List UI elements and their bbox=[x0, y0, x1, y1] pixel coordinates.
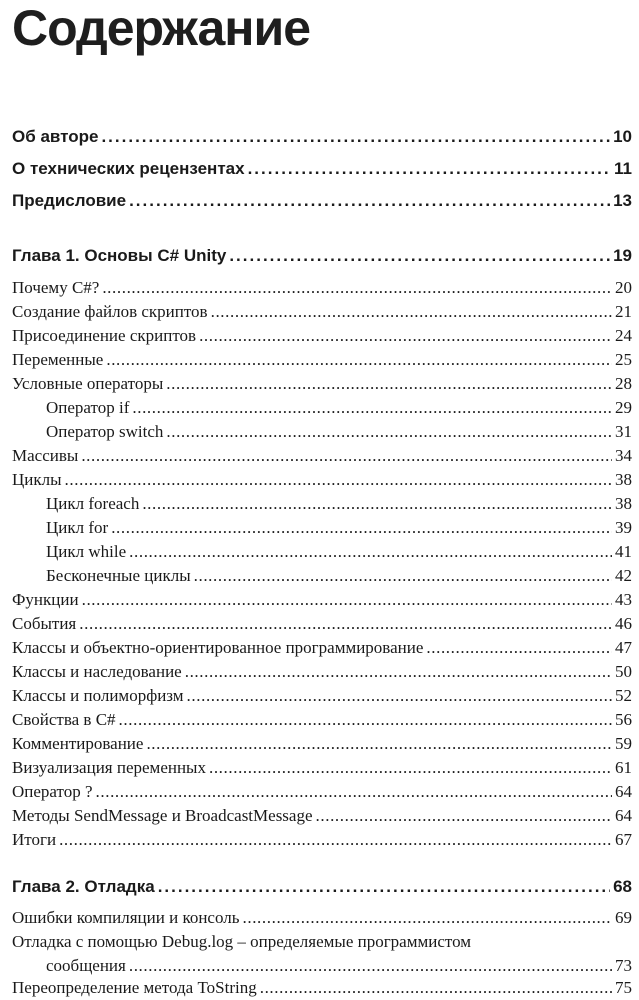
toc-entry[interactable] bbox=[12, 660, 632, 684]
toc-entry-page: 42 bbox=[615, 566, 632, 585]
toc-entry[interactable] bbox=[12, 684, 632, 708]
toc-entry-label-cont: сообщения bbox=[46, 956, 126, 975]
toc-entry[interactable] bbox=[12, 636, 632, 660]
dot-leader bbox=[102, 276, 612, 300]
toc-entry-page: 73 bbox=[615, 956, 632, 975]
toc-entry-label: Комментирование bbox=[12, 734, 144, 753]
toc-entry-label: Создание файлов скриптов bbox=[12, 302, 208, 321]
dot-leader bbox=[426, 636, 612, 660]
dot-leader bbox=[81, 444, 612, 468]
toc-entry[interactable] bbox=[12, 444, 632, 468]
toc-entry-page: 56 bbox=[615, 710, 632, 729]
toc-chapter-2[interactable] bbox=[12, 875, 632, 899]
toc-entry[interactable] bbox=[12, 372, 632, 396]
toc-entry-continuation[interactable] bbox=[12, 954, 632, 978]
dot-leader bbox=[211, 300, 612, 324]
toc-entry-page: 25 bbox=[615, 350, 632, 369]
toc-entry[interactable] bbox=[12, 732, 632, 756]
toc-chapter-page: 68 bbox=[613, 877, 632, 896]
toc-entry-page: 61 bbox=[615, 758, 632, 777]
toc-entry-label: Условные операторы bbox=[12, 374, 164, 393]
toc-entry[interactable] bbox=[12, 976, 632, 1000]
toc-entry-page: 43 bbox=[615, 590, 632, 609]
toc-entry-label: Методы SendMessage и BroadcastMessage bbox=[12, 806, 313, 825]
dot-leader bbox=[129, 954, 612, 978]
dot-leader bbox=[65, 468, 612, 492]
dot-leader bbox=[111, 516, 612, 540]
toc-entry-page: 21 bbox=[615, 302, 632, 321]
toc-entry-page: 67 bbox=[615, 830, 632, 849]
toc-entry-preface[interactable] bbox=[12, 189, 632, 213]
toc-entry[interactable] bbox=[12, 468, 632, 492]
toc-entry-label: Отладка с помощью Debug.log – определяемые программистом bbox=[12, 932, 472, 951]
toc-entry-label: Массивы bbox=[12, 446, 79, 465]
dot-leader bbox=[199, 324, 612, 348]
dot-leader bbox=[129, 189, 610, 213]
toc-entry[interactable] bbox=[12, 348, 632, 372]
toc-subentry[interactable] bbox=[12, 564, 632, 588]
toc-subentry[interactable] bbox=[12, 540, 632, 564]
toc-entry-label: События bbox=[12, 614, 77, 633]
toc-entry-page: 69 bbox=[615, 908, 632, 927]
toc-entry-page: 46 bbox=[615, 614, 632, 633]
dot-leader bbox=[59, 828, 612, 852]
toc-entry-page: 38 bbox=[615, 494, 632, 513]
toc-entry-page: 39 bbox=[615, 518, 632, 537]
toc-entry-label: Классы и наследование bbox=[12, 662, 182, 681]
toc-entry-label: Итоги bbox=[12, 830, 57, 849]
toc-entry-label: Почему C#? bbox=[12, 278, 100, 297]
toc-entry-page: 20 bbox=[615, 278, 632, 297]
toc-entry-page: 64 bbox=[615, 806, 632, 825]
toc-chapter-label: Глава 1. Основы C# Unity bbox=[12, 246, 227, 265]
dot-leader bbox=[119, 708, 612, 732]
dot-leader bbox=[166, 420, 612, 444]
dot-leader bbox=[229, 244, 610, 268]
toc-subentry[interactable] bbox=[12, 396, 632, 420]
toc-entry-label: Цикл foreach bbox=[46, 494, 140, 513]
toc-entry-page: 13 bbox=[613, 191, 632, 210]
toc-entry[interactable] bbox=[12, 324, 632, 348]
toc-entry-page: 59 bbox=[615, 734, 632, 753]
toc-entry-label: Оператор if bbox=[46, 398, 130, 417]
toc-entry[interactable] bbox=[12, 780, 632, 804]
dot-leader bbox=[106, 348, 612, 372]
toc-entry-label: Классы и объектно-ориентированное программирование bbox=[12, 638, 424, 657]
dot-leader bbox=[79, 612, 612, 636]
toc-entry[interactable] bbox=[12, 588, 632, 612]
dot-leader bbox=[243, 906, 613, 930]
dot-leader bbox=[129, 540, 612, 564]
toc-entry[interactable] bbox=[12, 804, 632, 828]
dot-leader bbox=[146, 732, 612, 756]
toc-entry-label: Циклы bbox=[12, 470, 62, 489]
toc-entry-first-line[interactable] bbox=[12, 930, 632, 954]
dot-leader bbox=[166, 372, 612, 396]
toc-entry-label: Оператор switch bbox=[46, 422, 164, 441]
toc-entry-reviewers[interactable] bbox=[12, 157, 632, 181]
toc-entry-page: 75 bbox=[615, 978, 632, 997]
toc-subentry[interactable] bbox=[12, 420, 632, 444]
dot-leader bbox=[260, 976, 612, 1000]
toc-chapter-1[interactable] bbox=[12, 244, 632, 268]
toc-entry-page: 38 bbox=[615, 470, 632, 489]
dot-leader bbox=[185, 660, 612, 684]
dot-leader bbox=[132, 396, 612, 420]
dot-leader bbox=[101, 125, 610, 149]
toc-entry[interactable] bbox=[12, 906, 632, 930]
toc-chapter-page: 19 bbox=[613, 246, 632, 265]
toc-entry-page: 31 bbox=[615, 422, 632, 441]
page-title: Содержание bbox=[12, 0, 311, 56]
toc-entry-page: 10 bbox=[613, 127, 632, 146]
toc-entry-page: 28 bbox=[615, 374, 632, 393]
toc-entry[interactable] bbox=[12, 828, 632, 852]
dot-leader bbox=[209, 756, 612, 780]
toc-entry-label: О технических рецензентах bbox=[12, 159, 245, 178]
toc-entry-page: 41 bbox=[615, 542, 632, 561]
toc-entry-page: 52 bbox=[615, 686, 632, 705]
dot-leader bbox=[316, 804, 612, 828]
toc-entry-label: Об авторе bbox=[12, 127, 99, 146]
dot-leader bbox=[194, 564, 612, 588]
toc-entry-label: Свойства в C# bbox=[12, 710, 116, 729]
dot-leader bbox=[96, 780, 612, 804]
toc-entry-page: 50 bbox=[615, 662, 632, 681]
toc-entry-page: 11 bbox=[614, 159, 632, 178]
toc-entry-about-author[interactable] bbox=[12, 125, 632, 149]
toc-entry-page: 29 bbox=[615, 398, 632, 417]
toc-entry-page: 24 bbox=[615, 326, 632, 345]
toc-entry-label: Ошибки компиляции и консоль bbox=[12, 908, 240, 927]
toc-entry-label: Цикл for bbox=[46, 518, 109, 537]
toc-subentry[interactable] bbox=[12, 492, 632, 516]
toc-chapter-label: Глава 2. Отладка bbox=[12, 877, 155, 896]
toc-entry[interactable] bbox=[12, 756, 632, 780]
toc-entry-label: Цикл while bbox=[46, 542, 127, 561]
toc-entry[interactable] bbox=[12, 300, 632, 324]
toc-entry[interactable] bbox=[12, 276, 632, 300]
dot-leader bbox=[248, 157, 611, 181]
toc-entry-label: Оператор ? bbox=[12, 782, 93, 801]
dot-leader bbox=[82, 588, 612, 612]
dot-leader bbox=[142, 492, 612, 516]
toc-entry-label: Переопределение метода ToString bbox=[12, 978, 257, 997]
toc-entry-page: 47 bbox=[615, 638, 632, 657]
toc-entry-page: 34 bbox=[615, 446, 632, 465]
toc-entry-label: Бесконечные циклы bbox=[46, 566, 191, 585]
dot-leader bbox=[158, 875, 610, 899]
toc-entry-label: Функции bbox=[12, 590, 79, 609]
toc-entry-label: Классы и полиморфизм bbox=[12, 686, 184, 705]
toc-entry[interactable] bbox=[12, 708, 632, 732]
toc-subentry[interactable] bbox=[12, 516, 632, 540]
toc-entry-label: Визуализация переменных bbox=[12, 758, 206, 777]
dot-leader bbox=[187, 684, 612, 708]
toc-entry-label: Переменные bbox=[12, 350, 104, 369]
toc-entry-label: Предисловие bbox=[12, 191, 127, 210]
toc-entry-label: Присоединение скриптов bbox=[12, 326, 197, 345]
toc-entry-page: 64 bbox=[615, 782, 632, 801]
toc-entry[interactable] bbox=[12, 612, 632, 636]
